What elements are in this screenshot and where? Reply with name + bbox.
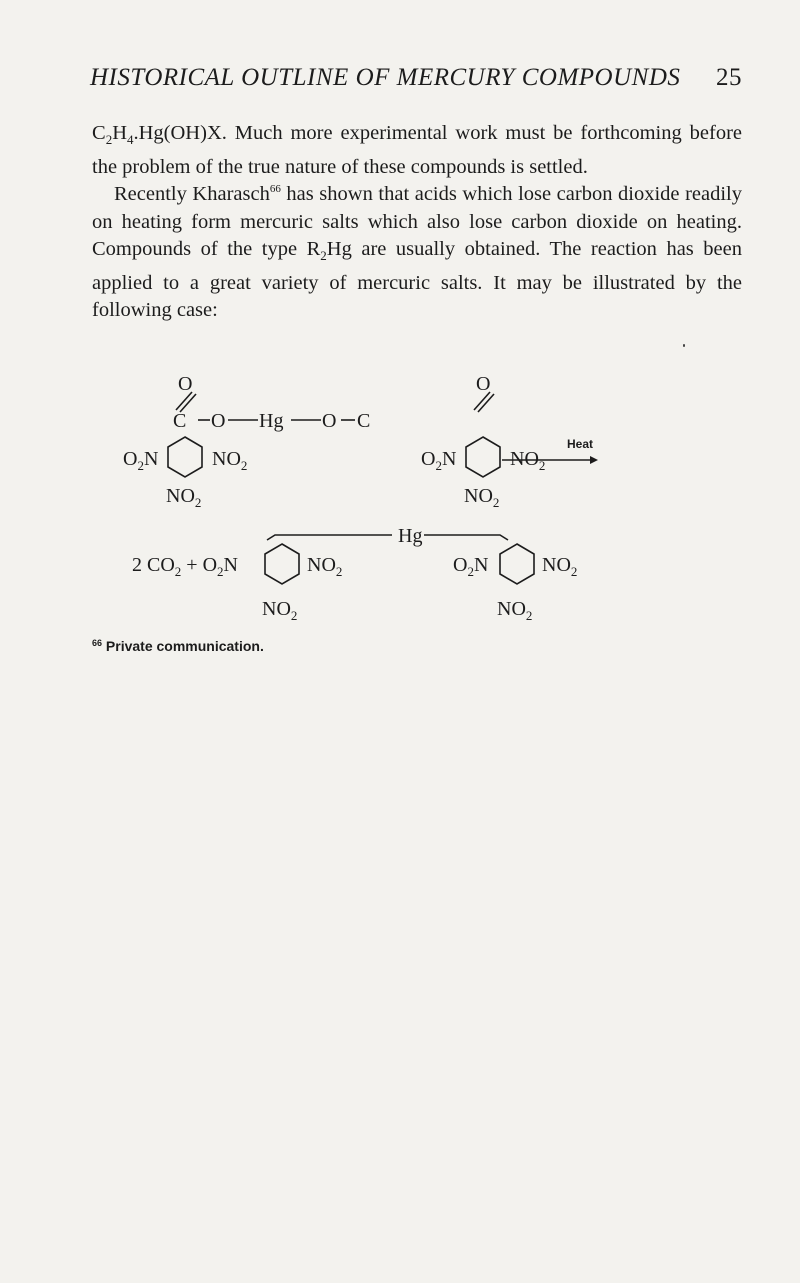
right-nitro-bottom: $NO_2$ <box>464 485 500 510</box>
page-number: 25 <box>716 64 742 91</box>
right-carbon: C <box>357 410 371 432</box>
footnote-reference: 66 <box>269 183 281 196</box>
carbon-dioxide: 2 $CO_2 + O_2N$ <box>132 554 238 579</box>
product-left-nitro-right: $NO_2$ <box>307 554 343 579</box>
right-nitro-right: $NO_2$ <box>510 448 546 473</box>
left-carbonyl-oxygen: O <box>178 373 193 395</box>
left-nitro-right: $NO_2$ <box>212 448 248 473</box>
page-header <box>90 64 742 100</box>
arrow-head <box>590 456 598 464</box>
paragraph-1: $C_2H_4.Hg(OH)X$. Much more experimental work must be forthcoming before the problem of the true nature of these compounds is settled. <box>92 122 742 178</box>
product-right-nitro-left: $O_2N$ <box>453 554 489 579</box>
reactant-mercury: Hg <box>259 410 284 432</box>
inline-formula: $C_2H_4.Hg(OH)X$. <box>92 122 227 148</box>
footnote <box>92 638 742 654</box>
left-nitro-bottom: $NO_2$ <box>166 485 202 510</box>
left-nitro-left: $O_2N$ <box>123 448 159 473</box>
right-nitro-left: $O_2N$ <box>421 448 457 473</box>
right-ester-oxygen: O <box>322 410 337 432</box>
product-left-nitro-bottom: $NO_2$ <box>262 598 298 623</box>
reaction-diagram <box>0 360 800 660</box>
right-carbonyl-oxygen: O <box>476 373 491 395</box>
product-mercury: Hg <box>398 525 423 547</box>
left-ester-oxygen: O <box>211 410 226 432</box>
heat-label: Heat <box>567 437 594 451</box>
footnote-text: Private communication. <box>105 638 264 654</box>
running-title: HISTORICAL OUTLINE OF MERCURY COMPOUNDS <box>90 64 681 91</box>
paragraph-2: Recently Kharasch$^{66}$ has shown that acids which lose carbon dioxide readily on heating form mercuric salts which also lose carbon dioxide on heating. Compounds of the type $R_2Hg$ are usually obtained. The reaction has been applied to a great variety of mercuric salts. It may be illustrated by the following case: <box>92 183 742 322</box>
print-speck <box>683 344 685 347</box>
footnote-number: 66 <box>92 638 103 648</box>
product-right-nitro-bottom: $NO_2$ <box>497 598 533 623</box>
reaction-svg <box>0 360 800 660</box>
product-right-nitro-right: $NO_2$ <box>542 554 578 579</box>
body-text <box>92 120 742 325</box>
left-carbon: C <box>173 410 187 432</box>
